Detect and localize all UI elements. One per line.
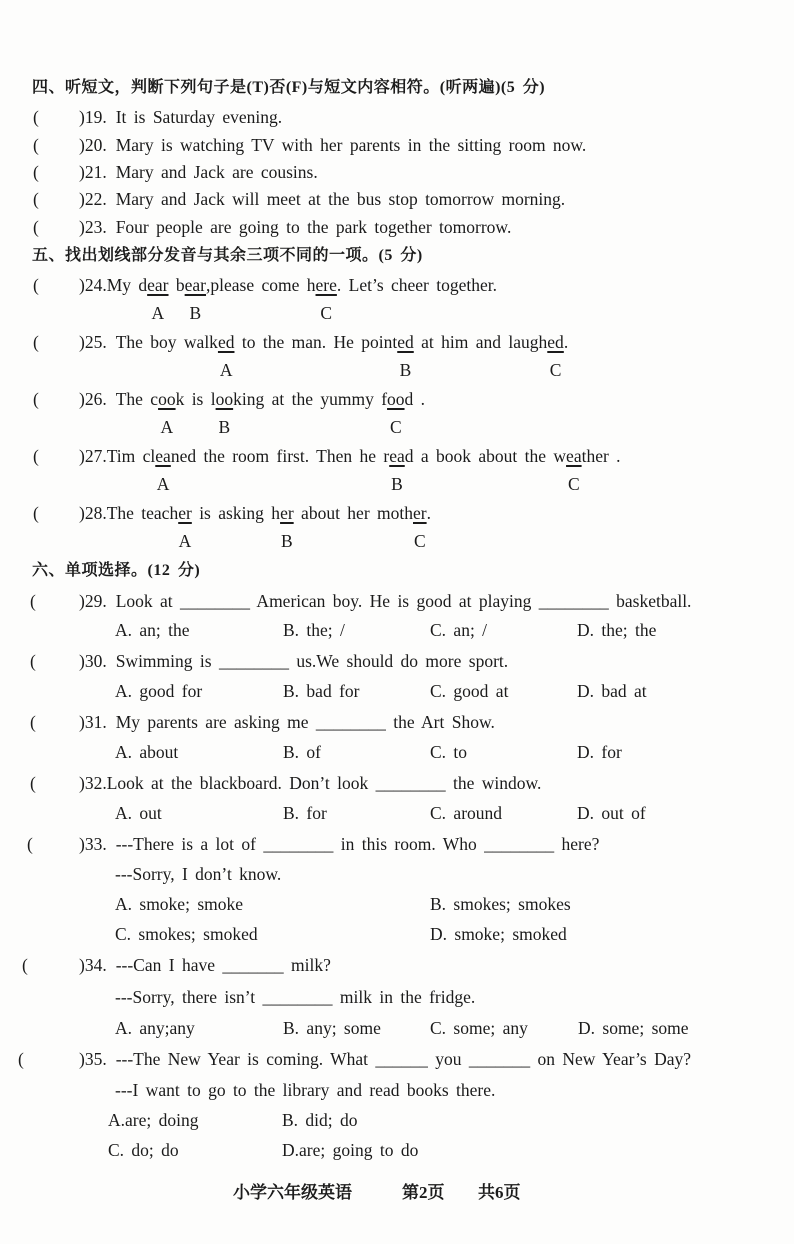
- page-footer: [0, 1182, 794, 1204]
- sentence-part: . Let’s cheer together.: [336, 275, 498, 295]
- option-a: A.are; doing: [108, 1110, 199, 1130]
- underlined-option-a: [155, 446, 171, 494]
- option-d: D. smoke; smoked: [430, 924, 567, 944]
- underlined-letters: oo: [215, 389, 234, 409]
- answer-paren: (: [33, 135, 39, 155]
- underlined-letters: oo: [158, 389, 176, 409]
- underlined-option-b: [389, 446, 405, 494]
- underlined-option-a: [158, 389, 176, 437]
- question-25: [0, 331, 794, 380]
- underlined-letters: ea: [566, 446, 582, 466]
- sentence-part: king at the yummy f: [233, 389, 388, 409]
- question-text: My parents are asking me ________ the Art Show.: [115, 712, 495, 732]
- underlined-letters: ed: [397, 332, 414, 352]
- option-label-a: A: [178, 531, 192, 551]
- underlined-letters: ea: [389, 446, 405, 466]
- footer-page-number: 第2页: [402, 1183, 445, 1202]
- option-a: A. about: [115, 742, 179, 762]
- options-33-row-1: [0, 893, 794, 915]
- sentence-part: to the man. He point: [234, 332, 398, 352]
- underlined-letters: ere: [315, 275, 337, 295]
- option-b: B. of: [283, 742, 321, 762]
- question-28: [0, 502, 794, 551]
- question-number: )26.: [79, 389, 107, 409]
- option-label-c: C: [413, 531, 426, 551]
- options-32: [0, 802, 794, 824]
- underlined-letters: ear: [184, 275, 207, 295]
- option-b: B. any; some: [283, 1018, 381, 1038]
- options-29: [0, 619, 794, 641]
- question-26: [0, 388, 794, 437]
- option-d: D. for: [577, 742, 622, 762]
- question-31: [0, 711, 794, 733]
- underlined-letters: oo: [387, 389, 405, 409]
- question-29: [0, 590, 794, 612]
- dialogue-reply: ---Sorry, there isn’t ________ milk in the fridge.: [115, 987, 476, 1007]
- option-label-c: C: [320, 303, 333, 323]
- options-35-row-1: [0, 1109, 794, 1131]
- answer-paren: (: [22, 955, 28, 975]
- question-33: [0, 833, 794, 855]
- option-label-b: B: [218, 417, 231, 437]
- question-number: )28.: [79, 503, 107, 523]
- sentence-part: The c: [115, 389, 159, 409]
- sentence-part: My d: [106, 275, 148, 295]
- question-30: [0, 650, 794, 672]
- section-5-heading: 五、找出划线部分发音与其余三项不同的一项。(5 分): [32, 247, 423, 264]
- sentence-part: about her moth: [293, 503, 413, 523]
- sentence-part: Tim cl: [106, 446, 156, 466]
- question-text: Four people are going to the park together tomorrow.: [115, 217, 512, 237]
- question-text: ---There is a lot of ________ in this room. Who ________ here?: [115, 834, 600, 854]
- underlined-letters: er: [178, 503, 192, 523]
- underlined-option-c: [547, 332, 564, 380]
- sentence-part: ther .: [581, 446, 621, 466]
- question-number: )33.: [79, 834, 107, 854]
- option-c: C. an; /: [430, 620, 488, 640]
- underlined-option-b: [184, 275, 207, 323]
- underlined-option-c: [387, 389, 405, 437]
- section-4-heading: 四、听短文，判断下列句子是(T)否(F)与短文内容相符。(听两遍)(5 分): [32, 79, 546, 96]
- reply-34: [0, 986, 794, 1008]
- underlined-option-b: [397, 332, 414, 380]
- sentence-part: is asking h: [191, 503, 281, 523]
- question-number: )29.: [79, 591, 107, 611]
- option-b: B. the; /: [283, 620, 345, 640]
- underlined-letters: ed: [217, 332, 235, 352]
- question-27: [0, 445, 794, 494]
- question-32: [0, 772, 794, 794]
- question-number: )22.: [79, 189, 107, 209]
- option-label-b: B: [189, 303, 202, 323]
- section-6-heading: 六、单项选择。(12 分): [32, 562, 201, 579]
- underlined-option-a: [178, 503, 192, 551]
- answer-paren: (: [30, 591, 36, 611]
- option-c: C. do; do: [108, 1140, 179, 1160]
- option-c: C. smokes; smoked: [115, 924, 258, 944]
- question-19: [0, 106, 794, 128]
- options-30: [0, 680, 794, 702]
- question-text: ---The New Year is coming. What ______ you _______ on New Year’s Day?: [115, 1049, 692, 1069]
- sentence-part: .: [563, 332, 569, 352]
- question-number: )31.: [79, 712, 107, 732]
- question-35: [0, 1048, 794, 1070]
- option-a: A. an; the: [115, 620, 190, 640]
- option-b: B. for: [283, 803, 327, 823]
- option-d: D. the; the: [577, 620, 657, 640]
- option-d: D. some; some: [578, 1018, 689, 1038]
- answer-paren: (: [33, 275, 39, 295]
- option-label-a: A: [219, 360, 233, 380]
- answer-paren: (: [33, 107, 39, 127]
- question-number: )21.: [79, 162, 107, 182]
- underlined-letters: er: [413, 503, 427, 523]
- question-21: [0, 161, 794, 183]
- options-31: [0, 741, 794, 763]
- answer-paren: (: [27, 834, 33, 854]
- underlined-option-c: [315, 275, 337, 323]
- question-text: Mary and Jack are cousins.: [115, 162, 318, 182]
- question-number: )25.: [79, 332, 107, 352]
- option-c: C. some; any: [430, 1018, 528, 1038]
- option-c: C. around: [430, 803, 503, 823]
- question-text: It is Saturday evening.: [115, 107, 283, 127]
- question-34: [0, 954, 794, 976]
- underlined-letters: ea: [155, 446, 171, 466]
- option-b: B. did; do: [282, 1110, 358, 1130]
- question-number: )23.: [79, 217, 107, 237]
- option-c: C. to: [430, 742, 468, 762]
- underlined-letters: ed: [547, 332, 564, 352]
- options-33-row-2: [0, 923, 794, 945]
- question-text: Look at ________ American boy. He is good at playing ________ basketball.: [115, 591, 692, 611]
- dialogue-reply: ---I want to go to the library and read books there.: [115, 1080, 496, 1100]
- question-number: )27.: [79, 446, 107, 466]
- question-24: [0, 274, 794, 323]
- underlined-letters: er: [280, 503, 294, 523]
- option-d: D. bad at: [577, 681, 647, 701]
- option-label-b: B: [391, 474, 403, 494]
- sentence-part: d a book about the w: [404, 446, 567, 466]
- sentence-part: The teach: [106, 503, 179, 523]
- sentence-part: b: [168, 275, 185, 295]
- sentence-part: d .: [404, 389, 426, 409]
- answer-paren: (: [30, 773, 36, 793]
- question-number: )32.: [79, 773, 107, 793]
- underlined-option-b: [215, 389, 234, 437]
- option-b: B. smokes; smokes: [430, 894, 571, 914]
- answer-paren: (: [30, 651, 36, 671]
- option-label-a: A: [151, 303, 165, 323]
- sentence-part: The boy walk: [115, 332, 218, 352]
- reply-33: [0, 863, 794, 885]
- option-a: A. good for: [115, 681, 203, 701]
- question-text: Mary is watching TV with her parents in the sitting room now.: [115, 135, 587, 155]
- answer-paren: (: [33, 503, 39, 523]
- question-20: [0, 134, 794, 156]
- answer-paren: (: [18, 1049, 24, 1069]
- option-d: D.are; going to do: [282, 1140, 419, 1160]
- option-label-a: A: [160, 417, 174, 437]
- sentence-part: ,please come h: [206, 275, 316, 295]
- question-text: Look at the blackboard. Don’t look ________ the window.: [106, 773, 542, 793]
- option-a: A. any;any: [115, 1018, 195, 1038]
- answer-paren: (: [33, 189, 39, 209]
- underlined-letters: ear: [147, 275, 169, 295]
- question-text: Swimming is ________ us.We should do more sport.: [115, 651, 509, 671]
- option-label-b: B: [281, 531, 293, 551]
- reply-35: [0, 1079, 794, 1101]
- answer-paren: (: [30, 712, 36, 732]
- option-label-c: C: [549, 360, 562, 380]
- underlined-option-a: [147, 275, 169, 323]
- question-22: [0, 188, 794, 210]
- option-c: C. good at: [430, 681, 509, 701]
- question-text: ---Can I have _______ milk?: [115, 955, 331, 975]
- question-23: [0, 216, 794, 238]
- footer-subject: 小学六年级英语: [233, 1183, 352, 1202]
- answer-paren: (: [33, 217, 39, 237]
- sentence-part: ned the room first. Then he r: [170, 446, 390, 466]
- options-35-row-2: [0, 1139, 794, 1161]
- sentence-part: at him and laugh: [413, 332, 548, 352]
- answer-paren: (: [33, 446, 39, 466]
- option-label-c: C: [567, 474, 580, 494]
- question-number: )35.: [79, 1049, 107, 1069]
- answer-paren: (: [33, 162, 39, 182]
- answer-paren: (: [33, 389, 39, 409]
- option-label-c: C: [389, 417, 402, 437]
- option-label-b: B: [399, 360, 412, 380]
- sentence-part: .: [426, 503, 431, 523]
- underlined-option-c: [566, 446, 582, 494]
- dialogue-reply: ---Sorry, I don’t know.: [115, 864, 282, 884]
- option-a: A. out: [115, 803, 162, 823]
- option-d: D. out of: [577, 803, 646, 823]
- question-number: )30.: [79, 651, 107, 671]
- option-a: A. smoke; smoke: [115, 894, 244, 914]
- options-34: [0, 1017, 794, 1039]
- question-number: )34.: [79, 955, 107, 975]
- question-text: Mary and Jack will meet at the bus stop tomorrow morning.: [115, 189, 566, 209]
- underlined-option-c: [413, 503, 427, 551]
- option-b: B. bad for: [283, 681, 360, 701]
- underlined-option-b: [280, 503, 294, 551]
- footer-total-pages: 共6页: [478, 1183, 521, 1202]
- question-number: )24.: [79, 275, 107, 295]
- sentence-part: k is l: [175, 389, 216, 409]
- option-label-a: A: [156, 474, 170, 494]
- underlined-option-a: [217, 332, 235, 380]
- question-number: )20.: [79, 135, 107, 155]
- question-number: )19.: [79, 107, 107, 127]
- answer-paren: (: [33, 332, 39, 352]
